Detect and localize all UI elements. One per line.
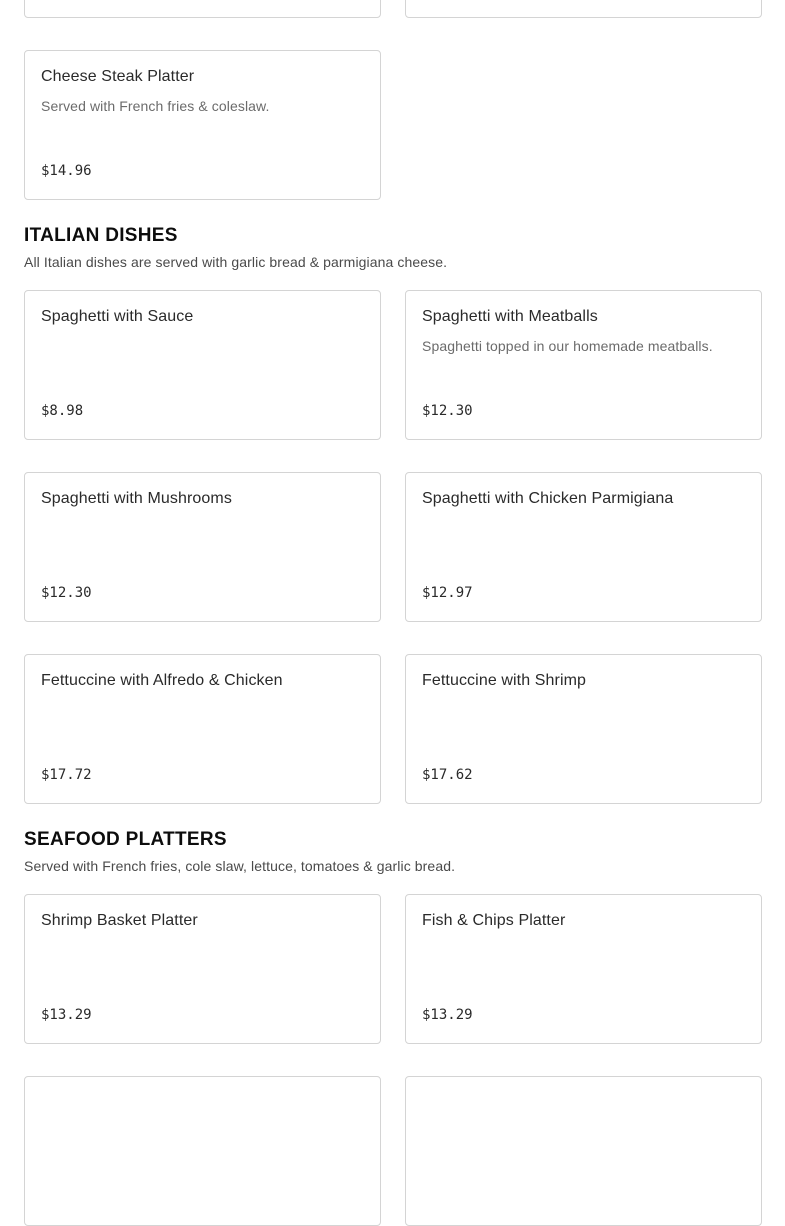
menu-item-price: $17.62 [422, 767, 473, 783]
section-description-italian: All Italian dishes are served with garlic bread & parmigiana cheese. [24, 254, 448, 270]
menu-item-name: Shrimp Basket Platter [41, 912, 198, 929]
menu-item-card[interactable] [24, 0, 381, 18]
menu-item-price: $14.96 [41, 163, 92, 179]
menu-item-card[interactable] [405, 1076, 762, 1226]
section-description-seafood: Served with French fries, cole slaw, lettuce, tomatoes & garlic bread. [24, 858, 456, 874]
menu-item-card[interactable] [24, 50, 381, 200]
menu-item-card[interactable] [405, 290, 762, 440]
menu-item-card[interactable] [24, 894, 381, 1044]
menu-item-card[interactable] [405, 654, 762, 804]
menu-item-price: $12.30 [41, 585, 92, 601]
menu-item-name: Spaghetti with Mushrooms [41, 490, 232, 507]
section-title-italian: ITALIAN DISHES [24, 225, 178, 246]
menu-item-price: $8.98 [41, 403, 84, 419]
menu-item-name: Spaghetti with Meatballs [422, 308, 598, 325]
menu-item-description: Spaghetti topped in our homemade meatballs. [422, 338, 713, 354]
menu-item-name: Fettuccine with Alfredo & Chicken [41, 672, 283, 689]
menu-item-card[interactable] [405, 894, 762, 1044]
menu-item-price: $12.97 [422, 585, 473, 601]
menu-item-name: Spaghetti with Sauce [41, 308, 194, 325]
menu-item-price: $17.72 [41, 767, 92, 783]
menu-item-card[interactable] [405, 472, 762, 622]
menu-item-name: Cheese Steak Platter [41, 68, 195, 85]
menu-item-name: Fettuccine with Shrimp [422, 672, 587, 689]
menu-item-card[interactable] [405, 0, 762, 18]
menu-item-name: Spaghetti with Chicken Parmigiana [422, 490, 674, 507]
menu-item-card[interactable] [24, 654, 381, 804]
menu-item-description: Served with French fries & coleslaw. [41, 98, 270, 114]
menu-item-price: $12.30 [422, 403, 473, 419]
menu-item-price: $13.29 [41, 1007, 92, 1023]
menu-item-price: $13.29 [422, 1007, 473, 1023]
menu-item-card[interactable] [24, 1076, 381, 1226]
menu-item-name: Fish & Chips Platter [422, 912, 566, 929]
section-title-seafood: SEAFOOD PLATTERS [24, 829, 227, 850]
menu-item-card[interactable] [24, 290, 381, 440]
menu-item-card[interactable] [24, 472, 381, 622]
